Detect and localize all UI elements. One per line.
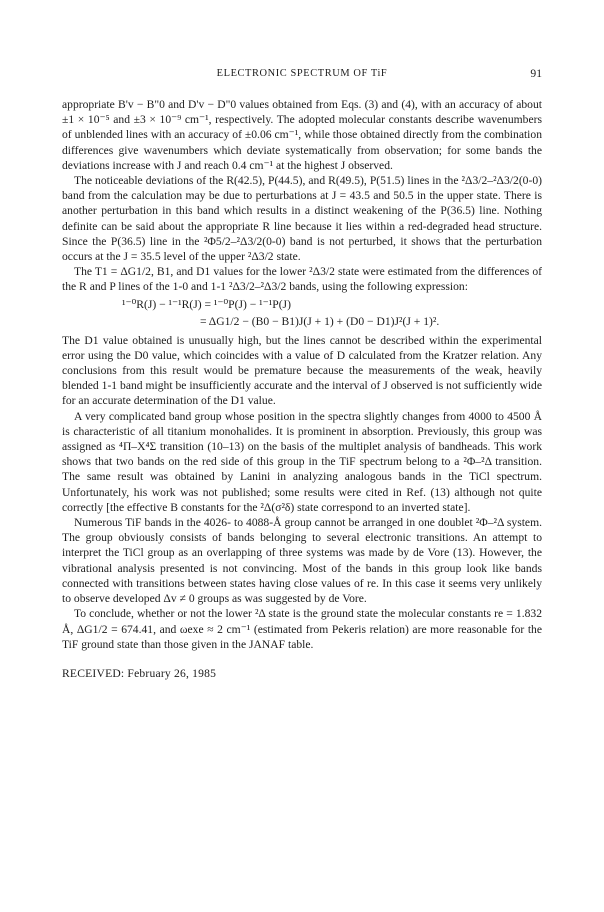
paragraph-continuation: appropriate B'v − B"0 and D'v − D"0 values obtained from Eqs. (3) and (4), with an accuracy of about ±1 × 10⁻⁵ and ±3 × 10⁻⁹ cm⁻¹, respectively. The adopted molecular constants describe wavenumbers of unblended lines with an accuracy of ±0.06 cm⁻¹, while those obtained directly from the combination differences give wavenumbers which deviate systematically from observation; for some bands the deviations increase with J and reach 0.4 cm⁻¹ at the highest J observed. (62, 98, 542, 172)
paragraph-band-group: A very complicated band group whose position in the spectra slightly changes from 4000 to 4500 Å is characteristic of all titanium monohalides. It is prominent in absorption. Previously, this group was assigned as ⁴Π–X⁴Σ transition (10–13) on the basis of the multiplet analysis of bandheads. This work shows that two bands on the red side of this group in the TiF spectrum belong to a ²Φ–²Δ transition. The same result was obtained by Lanini in analyzing analogous bands in the TiCl spectrum. Unfortunately, his work was not published; some results were cited in Ref. (13) although not quite correctly [the effective B constants for the ²Δ(σ²δ) state correspond to an inverted state]. (62, 409, 542, 514)
equation-line-1: ¹⁻⁰R(J) − ¹⁻¹R(J) = ¹⁻⁰P(J) − ¹⁻¹P(J) (122, 297, 291, 311)
equation-line-2: = ΔG1/2 − (B0 − B1)J(J + 1) + (D0 − D1)J²(J + 1)². (200, 314, 440, 328)
equation (62, 297, 542, 331)
article-page (62, 66, 542, 681)
running-head: ELECTRONIC SPECTRUM OF TiF (216, 68, 388, 79)
paragraph-perturbations: The noticeable deviations of the R(42.5), P(44.5), and R(49.5), P(51.5) lines in the ²Δ3/2–²Δ3/2(0-0) band from the calculation may be due to perturbations at J = 43.5 and 50.5 in the upper state. There is another perturbation in this band which results in a distinct weakening of the P(36.5) line. Nothing definite can be said about the appropriate R line because it lies within a red-degraded head structure. Since the P(36.5) line in the ²Φ5/2–²Δ3/2(0-0) band is not perturbed, it shows that the perturbation occurs at the J = 35.5 level of the upper ²Δ3/2 state. (62, 174, 542, 264)
page-number: 91 (530, 67, 542, 80)
received-date: RECEIVED: February 26, 1985 (62, 666, 217, 680)
paragraph-lower-state-constants: The T1 = ΔG1/2, B1, and D1 values for the lower ²Δ3/2 state were estimated from the differences of the R and P lines of the 1-0 and 1-1 ²Δ3/2–²Δ3/2 bands, using the following expression: (62, 265, 542, 294)
paragraph-conclusion: To conclude, whether or not the lower ²Δ state is the ground state the molecular constants re = 1.832 Å, ΔG1/2 = 674.41, and ωexe ≈ 2 cm⁻¹ (estimated from Pekeris relation) are more reasonable for the TiF ground state than those given in the JANAF table. (62, 607, 542, 651)
paragraph-d1-value: The D1 value obtained is unusually high, but the lines cannot be described within the experimental error using the D0 value, which coincides with a value of D calculated from the Kratzer relation. Any conclusions from this result would be premature because the measurements of the weak, heavily blended 1-1 band might be insufficiently accurate and the interval of J observed is not sufficiently wide for an accurate determination of the D1 value. (62, 333, 542, 408)
paragraph-tif-bands: Numerous TiF bands in the 4026- to 4088-Å group cannot be arranged in one doublet ²Φ–²Δ system. The group obviously consists of bands belonging to several electronic transitions. An attempt to interpret the TiCl group as an overlapping of three systems was made by de Vore (13). However, the vibrational analysis presented is not convincing. Most of the bands in this group look like bands connected with transitions between states having close values of re. In this case it seems very unlikely to observe developed Δv ≠ 0 groups as was suggested by de Vore. (62, 516, 542, 606)
page-header (62, 66, 542, 84)
